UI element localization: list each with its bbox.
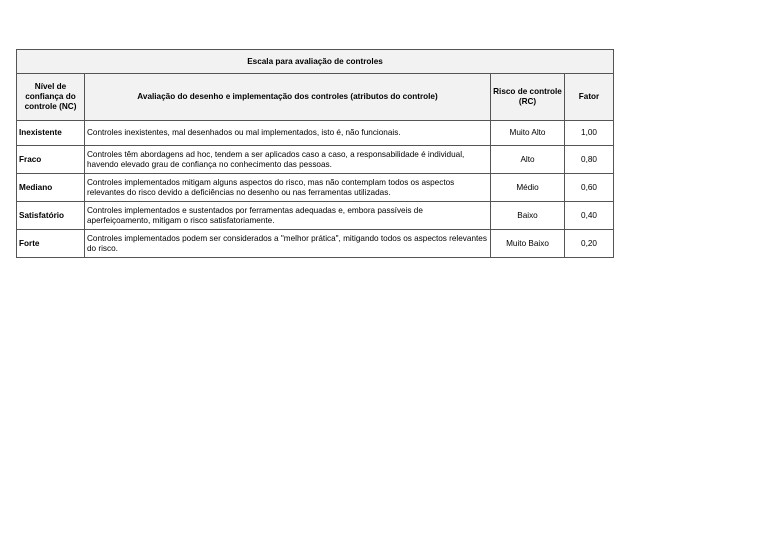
row-description: Controles inexistentes, mal desenhados ou mal implementados, isto é, não funcionais. — [85, 121, 491, 146]
header-evaluation: Avaliação do desenho e implementação dos controles (atributos do controle) — [85, 74, 491, 121]
table-row — [17, 174, 614, 202]
header-risk: Risco de controle (RC) — [491, 74, 565, 121]
row-factor: 0,80 — [565, 146, 614, 174]
header-level: Nível de confiança do controle (NC) — [17, 74, 85, 121]
row-level: Forte — [17, 230, 85, 258]
control-evaluation-table — [16, 49, 614, 258]
row-factor: 1,00 — [565, 121, 614, 146]
row-risk: Médio — [491, 174, 565, 202]
row-risk: Baixo — [491, 202, 565, 230]
table-header-row — [17, 74, 614, 121]
table-row — [17, 230, 614, 258]
row-description: Controles implementados mitigam alguns aspectos do risco, mas não contemplam todos os aspectos relevantes do risco devido a deficiências no desenho ou nas ferramentas utilizadas. — [85, 174, 491, 202]
row-factor: 0,20 — [565, 230, 614, 258]
row-risk: Muito Baixo — [491, 230, 565, 258]
row-description: Controles implementados podem ser considerados a "melhor prática", mitigando todos os aspectos relevantes do risco. — [85, 230, 491, 258]
row-risk: Alto — [491, 146, 565, 174]
row-risk: Muito Alto — [491, 121, 565, 146]
row-level: Satisfatório — [17, 202, 85, 230]
table-title-row — [17, 50, 614, 74]
row-description: Controles implementados e sustentados por ferramentas adequadas e, embora passíveis de aperfeiçoamento, mitigam o risco satisfatoriamente. — [85, 202, 491, 230]
row-level: Mediano — [17, 174, 85, 202]
row-factor: 0,60 — [565, 174, 614, 202]
header-factor: Fator — [565, 74, 614, 121]
table-row — [17, 121, 614, 146]
row-level: Inexistente — [17, 121, 85, 146]
table-row — [17, 202, 614, 230]
row-level: Fraco — [17, 146, 85, 174]
row-description: Controles têm abordagens ad hoc, tendem a ser aplicados caso a caso, a responsabilidade é individual, havendo elevado grau de confiança no conhecimento das pessoas. — [85, 146, 491, 174]
row-factor: 0,40 — [565, 202, 614, 230]
table-row — [17, 146, 614, 174]
table-title: Escala para avaliação de controles — [17, 50, 614, 74]
